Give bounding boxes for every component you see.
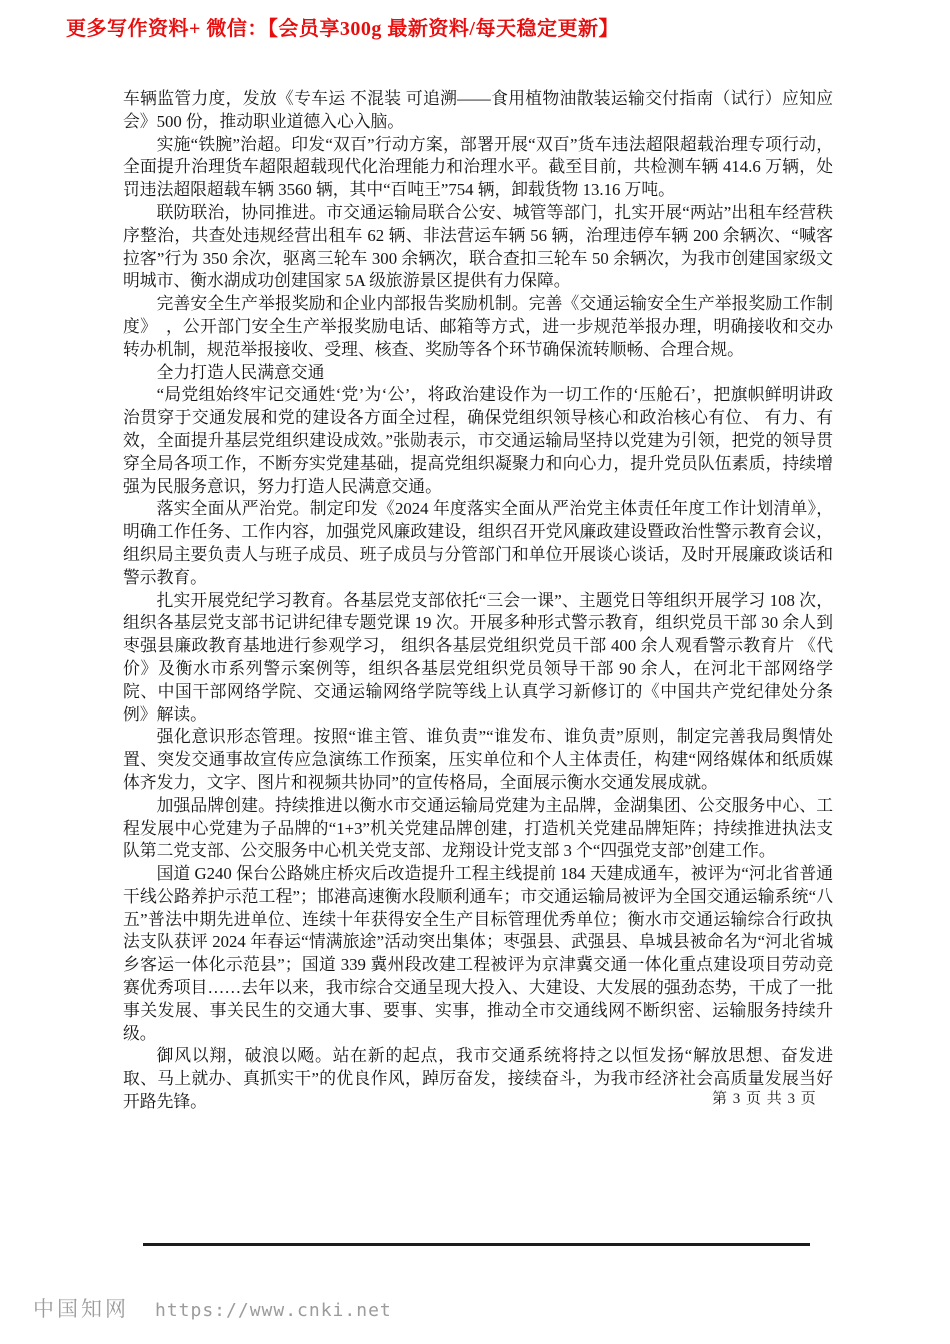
paragraph: 扎实开展党纪学习教育。各基层党支部依托“三会一课”、主题党日等组织开展学习 108 次，组织各基层党支部书记讲纪律专题党课 19 次。开展多种形式警示教育，组织党员干部 30 余人到枣强县廉政教育基地进行参观学习， 组织各基层党组织党员干部 400 余人观看警示教育片 《代价》及衡水市系列警示案例等，组织各基层党组织党员领导干部 90 余人，在河北干部网络学院、中国干部网络学院、交通运输网络学院等线上认真学习新修订的《中国共产党纪律处分条例》解读。 (123, 590, 833, 724)
page-number: 第 3 页 共 3 页 (712, 1091, 817, 1107)
paragraph: 国道 G240 保台公路姚庄桥灾后改造提升工程主线提前 184 天建成通车，被评为“河北省普通干线公路养护示范工程”；邯港高速衡水段顺利通车；市交通运输局被评为全国交通运输系统“八五”普法中期先进单位、连续十年获得安全生产目标管理优秀单位；衡水市交通运输综合行政执法支队获评 2024 年春运“情满旅途”活动突出集体；枣强县、武强县、阜城县被命名为“河北省城乡客运一体化示范县”；国道 339 冀州段改建工程被评为京津冀交通一体化重点建设项目劳动竞赛优秀项目……去年以来，我市综合交通呈现大投入、大建设、大发展的强劲态势，干成了一批事关发展、事关民生的交通大事、要事、实事，推动全市交通线网不断织密、运输服务持续升级。 (123, 864, 833, 1043)
promo-banner (66, 12, 619, 41)
cnki-url: https://www.cnki.net (155, 1300, 392, 1321)
watermark (33, 1293, 392, 1323)
paragraph: 完善安全生产举报奖励和企业内部报告奖励机制。完善《交通运输安全生产举报奖励工作制度》 ，公开部门安全生产举报奖励电话、邮箱等方式，进一步规范举报办理，明确接收和交办转办机制，规范举报接收、受理、核查、奖励等各个环节确保流转顺畅、合理合规。 (123, 294, 833, 359)
paragraph: 全力打造人民满意交通 (156, 362, 325, 382)
paragraph: “局党组始终牢记交通姓‘党’为‘公’，将政治建设作为一切工作的‘压舱石’，把旗帜鲜明讲政治贯穿于交通发展和党的建设各方面全过程，确保党组织领导核心和政治核心有位、 有力、有效，全面提升基层党组织建设成效。”张勋表示，市交通运输局坚持以党建为引领，把党的领导贯穿全局各项工作，不断夯实党建基础，提高党组织凝聚力和向心力，提升党员队伍素质，持续增强为民服务意识，努力打造人民满意交通。 (123, 385, 833, 496)
paragraph: 加强品牌创建。持续推进以衡水市交通运输局党建为主品牌，金湖集团、公交服务中心、工程发展中心党建为子品牌的“1+3”机关党建品牌创建，打造机关党建品牌矩阵；持续推进执法支队第二党支部、公交服务中心机关党支部、龙翔设计党支部 3 个“四强党支部”创建工作。 (123, 795, 833, 861)
paragraph: 联防联治，协同推进。市交通运输局联合公安、城管等部门，扎实开展“两站”出租车经营秩序整治，共查处违规经营出租车 62 辆、非法营运车辆 56 辆，治理违停车辆 200 余辆次、“喊客拉客”行为 350 余次，驱离三轮车 300 余辆次，联合查扣三轮车 50 余辆次，为我市创建国家级文明城市、衡水湖成功创建国家 5A 级旅游景区提供有力保障。 (123, 202, 833, 291)
promo-banner-text: 更多写作资料+ 微信：【会员享300g 最新资料/每天稳定更新】 (66, 18, 619, 40)
paragraph: 御风以翔，破浪以飏。站在新的起点，我市交通系统将持之以恒发扬“解放思想、奋发进取、马上就办、真抓实干”的优良作风，踔厉奋发，接续奋斗，为我市经济社会高质量发展当好开路先锋。 (123, 1046, 833, 1112)
paragraph: 实施“铁腕”治超。印发“双百”行动方案，部署开展“双百”货车违法超限超载治理专项行动，全面提升治理货车超限超载现代化治理能力和治理水平。截至目前，共检测车辆 414.6 万辆，处罚违法超限超载车辆 3560 辆，其中“百吨王”754 辆，卸载货物 13.16 万吨。 (123, 134, 833, 200)
cnki-site-name: 中国知网 (33, 1297, 129, 1321)
footer-divider-line (143, 1243, 810, 1246)
paragraph: 车辆监管力度，发放《专车运 不混装 可追溯——食用植物油散装运输交付指南（试行）应知应会》500 份，推动职业道德入心入脑。 (123, 89, 833, 131)
paragraph: 落实全面从严治党。制定印发《2024 年度落实全面从严治党主体责任年度工作计划清单》，明确工作任务、工作内容，加强党风廉政建设，组织召开党风廉政建设暨政治性警示教育会议，组织局主要负责人与班子成员、班子成员与分管部门和单位开展谈心谈话，及时开展廉政谈话和警示教育。 (123, 499, 833, 587)
paragraph: 强化意识形态管理。按照“谁主管、谁负责”“谁发布、谁负责”原则，制定完善我局舆情处置、突发交通事故宣传应急演练工作预案，压实单位和个人主体责任，构建“网络媒体和纸质媒体齐发力，文字、图片和视频共协同”的宣传格局，全面展示衡水交通发展成就。 (123, 727, 833, 792)
article-body (123, 88, 833, 1114)
